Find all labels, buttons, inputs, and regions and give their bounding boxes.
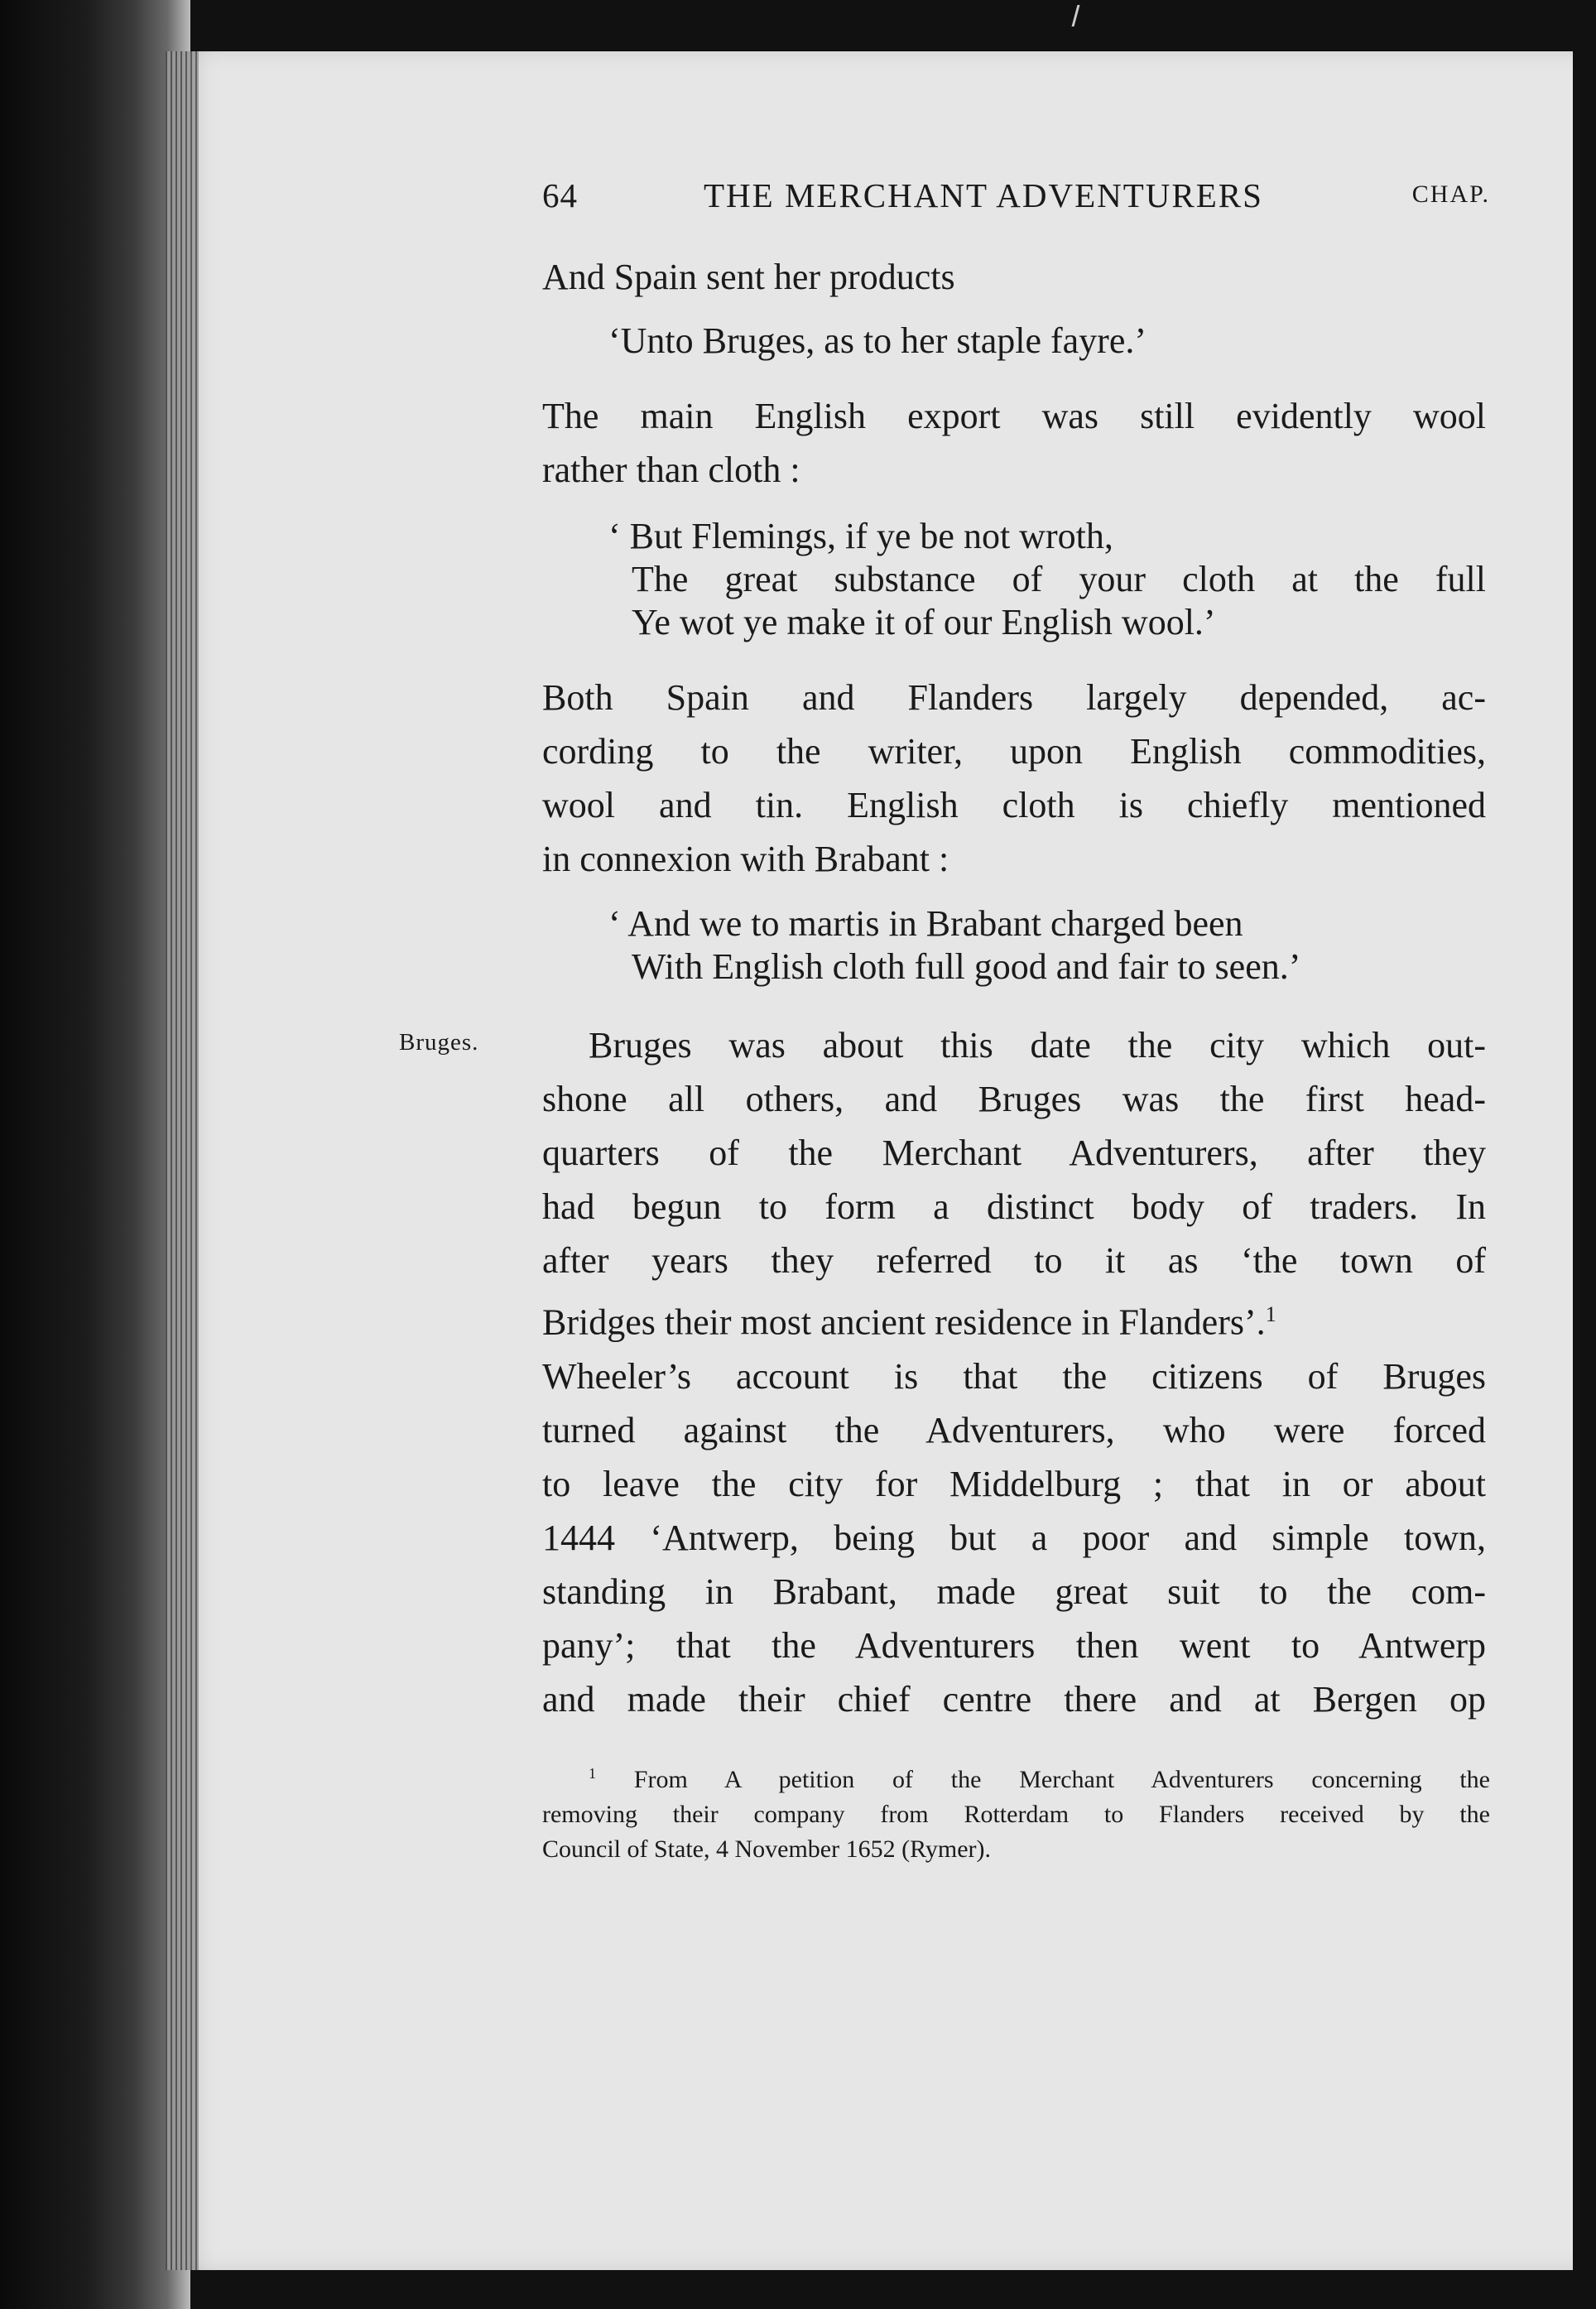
text-line: cording to the writer, upon English commodities, bbox=[542, 731, 1486, 772]
text-line: 1444 ‘Antwerp, being but a poor and simple town, bbox=[542, 1517, 1486, 1558]
footnote-ref: 1 bbox=[1265, 1301, 1276, 1326]
page-number: 64 bbox=[542, 176, 578, 214]
text-line: after years they referred to it as ‘the town of bbox=[542, 1240, 1486, 1281]
verse-line: Ye wot ye make it of our English wool.’ bbox=[632, 602, 1216, 642]
running-title: THE MERCHANT ADVENTURERS bbox=[704, 176, 1263, 214]
marginal-note: Bruges. bbox=[399, 1029, 479, 1056]
verse-line: The great substance of your cloth at the full bbox=[632, 559, 1486, 599]
footnote-line: Council of State, 4 November 1652 (Rymer). bbox=[542, 1835, 992, 1863]
verse-line: ‘ But Flemings, if ye be not wroth, bbox=[608, 516, 1113, 556]
quote-line: ‘Unto Bruges, as to her staple fayre.’ bbox=[608, 320, 1147, 361]
text-line: Both Spain and Flanders largely depended, ac- bbox=[542, 677, 1486, 718]
quote-1 bbox=[608, 320, 1147, 363]
text-line: turned against the Adventurers, who were forced bbox=[542, 1409, 1486, 1450]
text-line: shone all others, and Bruges was the first head- bbox=[542, 1079, 1486, 1119]
paragraph-1 bbox=[542, 250, 1486, 304]
chapter-label: CHAP. bbox=[1411, 180, 1490, 208]
footnote-line bbox=[542, 1756, 1490, 1797]
footnote bbox=[542, 1756, 1490, 1867]
footnote-line: removing their company from Rotterdam to Flanders received by the bbox=[542, 1801, 1490, 1828]
text-line: wool and tin. English cloth is chiefly mentioned bbox=[542, 785, 1486, 825]
text-line: rather than cloth : bbox=[542, 450, 800, 490]
text-line: And Spain sent her products bbox=[542, 257, 955, 297]
text-line: The main English export was still evidently wool bbox=[542, 396, 1486, 436]
text-line: quarters of the Merchant Adventurers, after they bbox=[542, 1133, 1486, 1173]
scan-mark bbox=[1072, 5, 1089, 26]
text-line: and made their chief centre there and at Bergen op bbox=[542, 1678, 1486, 1720]
text-line-with-note bbox=[542, 1287, 1486, 1349]
text-line: Bruges was about this date the city which out- bbox=[589, 1025, 1486, 1066]
verse-2 bbox=[608, 902, 1465, 989]
text-line: standing in Brabant, made great suit to the com- bbox=[542, 1571, 1486, 1612]
verse-line: ‘ And we to martis in Brabant charged been bbox=[608, 903, 1243, 944]
paragraph-2 bbox=[542, 389, 1486, 497]
text-line: had begun to form a distinct body of traders. In bbox=[542, 1186, 1486, 1227]
page-gutter bbox=[166, 51, 199, 2270]
text-line: to leave the city for Middelburg ; that in or about bbox=[542, 1463, 1486, 1504]
text-line: pany’; that the Adventurers then went to Antwerp bbox=[542, 1624, 1486, 1666]
paragraph-4 bbox=[542, 1018, 1486, 1726]
footnote-marker: 1 bbox=[589, 1765, 596, 1782]
text-line: Wheeler’s account is that the citizens of Bruges bbox=[542, 1355, 1486, 1397]
text-line: in connexion with Brabant : bbox=[542, 839, 949, 879]
text-line: Bridges their most ancient residence in Flanders’. bbox=[542, 1301, 1266, 1343]
verse-1 bbox=[608, 515, 1486, 644]
running-header bbox=[542, 176, 1490, 225]
paragraph-3 bbox=[542, 671, 1486, 886]
footnote-text: From A petition of the Merchant Adventurers concerning the bbox=[633, 1766, 1490, 1793]
book-binding-edge bbox=[0, 0, 190, 2309]
verse-line: With English cloth full good and fair to seen.’ bbox=[632, 946, 1301, 987]
